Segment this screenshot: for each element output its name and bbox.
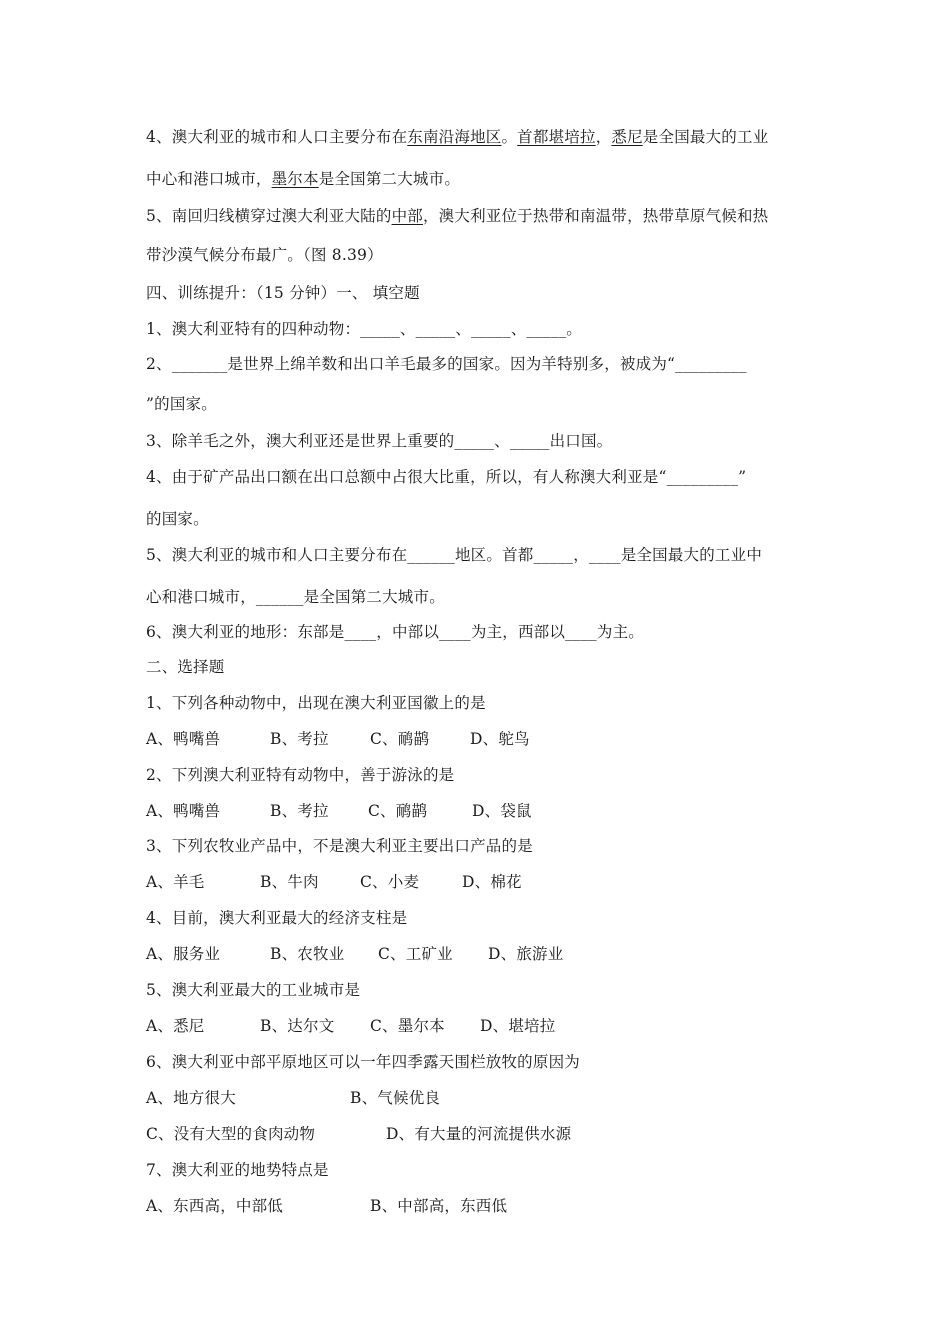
choice-options-6-row1 — [146, 1087, 820, 1109]
text: 4、澳大利亚的城市和人口主要分布在 — [146, 128, 408, 146]
choice-question-6: 6、澳大利亚中部平原地区可以一年四季露天围栏放牧的原因为 — [146, 1053, 580, 1071]
text: 。 — [501, 128, 518, 146]
option-a: A、鸭嘴兽 — [146, 802, 221, 820]
choice-question-7: 7、澳大利亚的地势特点是 — [146, 1161, 329, 1179]
text: 是全国最大的工业 — [642, 128, 769, 146]
underlined-sydney: 悉尼 — [611, 128, 643, 146]
choice-question-5: 5、澳大利亚最大的工业城市是 — [146, 981, 361, 999]
option-d: D、有大量的河流提供水源 — [386, 1125, 572, 1143]
fill-question-4-line2: 的国家。 — [146, 510, 209, 528]
choice-question-4: 4、目前，澳大利亚最大的经济支柱是 — [146, 909, 408, 927]
text: 5、南回归线横穿过澳大利亚大陆的 — [146, 207, 392, 225]
text: 是全国第二大城市。 — [318, 170, 461, 188]
choice-options-3 — [146, 871, 820, 893]
fill-question-1: 1、澳大利亚特有的四种动物：_____、_____、_____、_____。 — [146, 320, 582, 338]
fill-question-2-line1: 2、_______是世界上绵羊数和出口羊毛最多的国家。因为羊特别多，被成为“_________ — [146, 355, 747, 373]
choice-options-4 — [146, 943, 820, 965]
choice-options-5 — [146, 1015, 820, 1037]
knowledge-point-5-line2: 带沙漠气候分布最广。（图 8.39） — [146, 246, 383, 264]
option-c: C、小麦 — [360, 873, 420, 891]
option-b: B、牛肉 — [260, 873, 319, 891]
choice-question-2: 2、下列澳大利亚特有动物中，善于游泳的是 — [146, 766, 455, 784]
fill-question-6: 6、澳大利亚的地形：东部是____，中部以____为主，西部以____为主。 — [146, 623, 644, 641]
underlined-capital: 首都堪培拉 — [517, 128, 596, 146]
fill-question-5-line1: 5、澳大利亚的城市和人口主要分布在______地区。首都_____，____是全国最大的工业中 — [146, 546, 763, 564]
fill-question-4-line1: 4、由于矿产品出口额在出口总额中占很大比重，所以，有人称澳大利亚是“_________” — [146, 468, 747, 486]
text: ，澳大利亚位于热带和南温带，热带草原气候和热 — [422, 207, 769, 225]
option-d: D、棉花 — [462, 873, 522, 891]
text: ， — [595, 128, 612, 146]
option-b: B、考拉 — [270, 730, 329, 748]
option-d: D、堪培拉 — [480, 1017, 556, 1035]
option-d: D、袋鼠 — [472, 802, 532, 820]
underlined-region: 东南沿海地区 — [407, 128, 502, 146]
option-b: B、气候优良 — [350, 1089, 441, 1107]
text: ， — [255, 170, 272, 188]
option-c: C、鸸鹋 — [368, 802, 428, 820]
option-c: C、墨尔本 — [370, 1017, 445, 1035]
section-heading-choice: 二、选择题 — [146, 658, 225, 676]
option-a: A、东西高，中部低 — [146, 1197, 283, 1215]
option-b: B、考拉 — [270, 802, 329, 820]
choice-question-3: 3、下列农牧业产品中，不是澳大利亚主要出口产品的是 — [146, 837, 533, 855]
fill-question-5-line2: 心和港口城市，______是全国第二大城市。 — [146, 588, 445, 606]
section-heading-training: 四、训练提升：（15 分钟）一、 填空题 — [146, 284, 420, 302]
text: 中心和港口城市 — [146, 170, 256, 188]
option-a: A、鸭嘴兽 — [146, 730, 221, 748]
choice-question-1: 1、下列各种动物中，出现在澳大利亚国徽上的是 — [146, 694, 486, 712]
option-a: A、地方很大 — [146, 1089, 236, 1107]
option-b: B、中部高，东西低 — [370, 1197, 508, 1215]
option-c: C、工矿业 — [378, 945, 453, 963]
option-c: C、没有大型的食肉动物 — [146, 1125, 316, 1143]
choice-options-7 — [146, 1195, 820, 1217]
option-d: D、旅游业 — [488, 945, 564, 963]
option-c: C、鸸鹋 — [370, 730, 430, 748]
knowledge-point-4-line1 — [146, 126, 820, 148]
underlined-middle: 中部 — [391, 207, 423, 225]
option-a: A、悉尼 — [146, 1017, 205, 1035]
underlined-melbourne: 墨尔本 — [271, 170, 319, 188]
fill-question-3: 3、除羊毛之外，澳大利亚还是世界上重要的_____、_____出口国。 — [146, 432, 613, 450]
fill-question-2-line2: ”的国家。 — [146, 395, 217, 413]
choice-options-1 — [146, 728, 820, 750]
choice-options-6-row2 — [146, 1123, 820, 1145]
option-d: D、鸵鸟 — [470, 730, 530, 748]
choice-options-2 — [146, 800, 820, 822]
option-b: B、农牧业 — [270, 945, 345, 963]
option-a: A、羊毛 — [146, 873, 205, 891]
knowledge-point-5-line1 — [146, 205, 820, 227]
option-b: B、达尔文 — [260, 1017, 335, 1035]
knowledge-point-4-line2 — [146, 168, 820, 190]
option-a: A、服务业 — [146, 945, 221, 963]
